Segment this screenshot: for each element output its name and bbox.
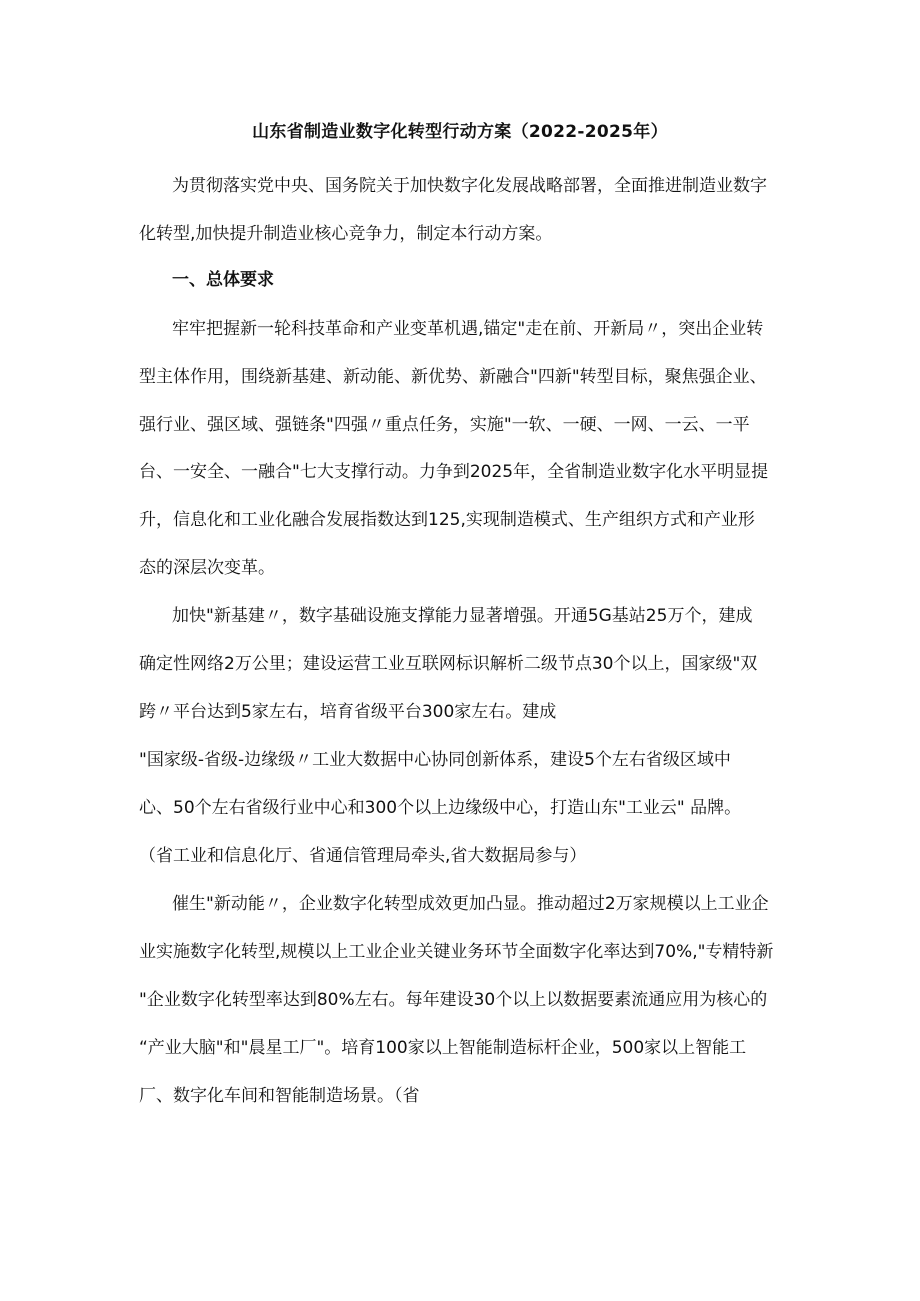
para3-line-3: "企业数字化转型率达到80%左右。每年建设30个以上以数据要素流通应用为核心的 (139, 990, 768, 1010)
para1-line-3: 强行业、强区域、强链条"四强〃重点任务，实施"一软、一硬、一网、一云、一平 (139, 415, 750, 435)
para3-line-4: “产业大脑"和"晨星工厂"。培育100家以上智能制造标杆企业，500家以上智能工 (139, 1038, 747, 1058)
para2-line-3: 跨〃平台达到5家左右，培育省级平台300家左右。建成 (139, 702, 557, 722)
para3-line-2: 业实施数字化转型,规模以上工业企业关键业务环节全面数字化率达到70%,"专精特新 (139, 942, 774, 962)
para3-line-1: 催生"新动能〃，企业数字化转型成效更加凸显。推动超过2万家规模以上工业企 (172, 894, 769, 914)
para2-line-4: "国家级-省级-边缘级〃工业大数据中心协同创新体系，建设5个左右省级区域中 (139, 750, 731, 770)
para1-line-5: 升，信息化和工业化融合发展指数达到125,实现制造模式、生产组织方式和产业形 (139, 510, 755, 530)
para2-line-5: 心、50个左右省级行业中心和300个以上边缘级中心，打造山东"工业云" 品牌。 (139, 798, 742, 818)
intro-line-2: 化转型,加快提升制造业核心竞争力，制定本行动方案。 (139, 224, 553, 244)
para3-line-5: 厂、数字化车间和智能制造场景。（省 (139, 1086, 420, 1106)
intro-line-1: 为贯彻落实党中央、国务院关于加快数字化发展战略部署，全面推进制造业数字 (172, 176, 767, 196)
para2-line-1: 加快"新基建〃，数字基础设施支撑能力显著增强。开通5G基站25万个，建成 (172, 606, 753, 626)
para2-line-6: （省工业和信息化厅、省通信管理局牵头,省大数据局参与） (139, 846, 587, 866)
para1-line-6: 态的深层次变革。 (139, 558, 275, 578)
document-title: 山东省制造业数字化转型行动方案（2022-2025年） (252, 122, 668, 142)
para1-line-4: 台、一安全、一融合"七大支撑行动。力争到2025年，全省制造业数字化水平明显提 (139, 462, 769, 482)
para1-line-2: 型主体作用，围绕新基建、新动能、新优势、新融合"四新"转型目标，聚焦强企业、 (139, 367, 767, 387)
para2-line-2: 确定性网络2万公里；建设运营工业互联网标识解析二级节点30个以上，国家级"双 (139, 654, 758, 674)
section-heading: 一、总体要求 (172, 270, 274, 290)
para1-line-1: 牢牢把握新一轮科技革命和产业变革机遇,锚定"走在前、开新局〃，突出企业转 (172, 319, 764, 339)
